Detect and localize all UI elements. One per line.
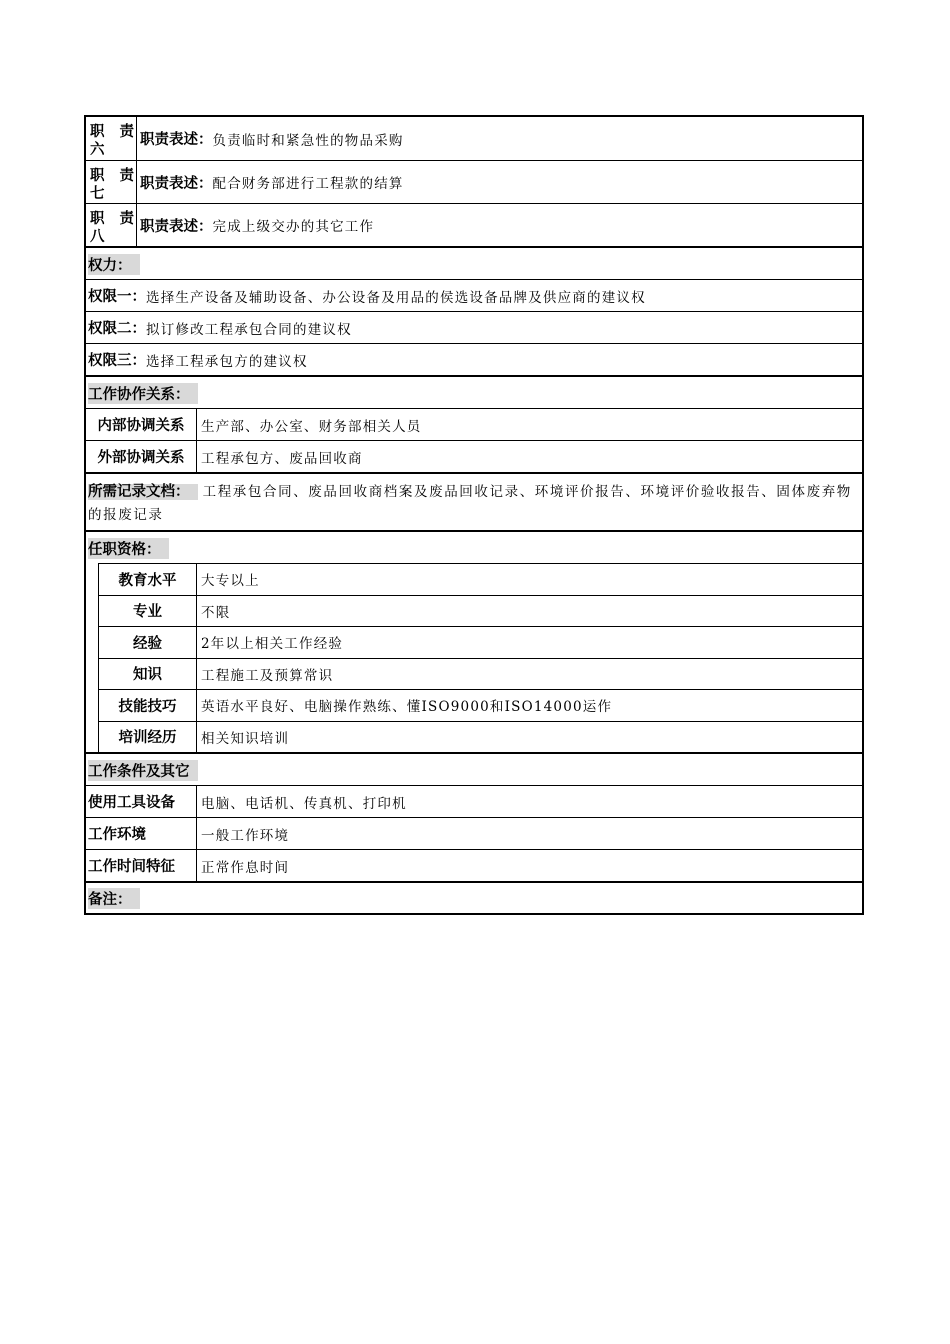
- qualification-header: 任职资格：: [86, 532, 862, 563]
- conditions-section: [86, 752, 862, 881]
- conditions-row: 工作环境 一般工作环境: [86, 817, 862, 849]
- qualification-row: 专业 不限: [86, 595, 862, 627]
- duty-row-7: [86, 160, 862, 203]
- records-section: [86, 472, 862, 530]
- qualification-row: 培训经历 相关知识培训: [86, 721, 862, 753]
- authority-item: 权限一： 选择生产设备及辅助设备、办公设备及用品的侯选设备品牌及供应商的建议权: [86, 279, 862, 311]
- duty-label: 职 责 七: [86, 161, 137, 203]
- duty-desc: 配合财务部进行工程款的结算: [212, 176, 404, 192]
- authority-item: 权限二： 拟订修改工程承包合同的建议权: [86, 311, 862, 343]
- conditions-header: 工作条件及其它: [86, 754, 862, 785]
- duties-section: [86, 117, 862, 246]
- duty-label: 职 责 八: [86, 204, 137, 246]
- qualification-row: 知识 工程施工及预算常识: [86, 658, 862, 690]
- qualification-section: [86, 530, 862, 752]
- duty-content: 职责表述： 配合财务部进行工程款的结算: [137, 161, 404, 203]
- cooperation-row: 外部协调关系 工程承包方、废品回收商: [86, 440, 862, 472]
- qualification-row: 经验 2年以上相关工作经验: [86, 626, 862, 658]
- note-label: 备注：: [88, 888, 140, 909]
- duty-row-8: [86, 203, 862, 246]
- records-text: 工程承包合同、废品回收商档案及废品回收记录、环境评价报告、环境评价验收报告、固体废弃物的报废记录: [88, 484, 852, 523]
- cooperation-row: 内部协调关系 生产部、办公室、财务部相关人员: [86, 408, 862, 440]
- duty-desc: 完成上级交办的其它工作: [212, 219, 375, 235]
- qualification-row: 教育水平 大专以上: [86, 563, 862, 595]
- duty-row-6: [86, 117, 862, 160]
- duty-desc: 负责临时和紧急性的物品采购: [212, 132, 404, 149]
- records-label: 所需记录文档：: [88, 484, 198, 500]
- job-description-table: [84, 115, 864, 915]
- cooperation-section: [86, 375, 862, 472]
- conditions-row: 工作时间特征 正常作息时间: [86, 849, 862, 881]
- cooperation-header: 工作协作关系：: [86, 377, 862, 408]
- duty-label: 职 责 六: [86, 117, 137, 160]
- authority-header: 权力：: [86, 248, 862, 279]
- duty-content: 职责表述： 负责临时和紧急性的物品采购: [137, 117, 404, 160]
- qualification-row: 技能技巧 英语水平良好、电脑操作熟练、懂ISO9000和ISO14000运作: [86, 689, 862, 721]
- authority-item: 权限三： 选择工程承包方的建议权: [86, 343, 862, 375]
- duty-content: 职责表述： 完成上级交办的其它工作: [137, 204, 374, 246]
- note-section: [86, 881, 862, 913]
- conditions-row: 使用工具设备 电脑、电话机、传真机、打印机: [86, 785, 862, 817]
- authority-section: [86, 246, 862, 375]
